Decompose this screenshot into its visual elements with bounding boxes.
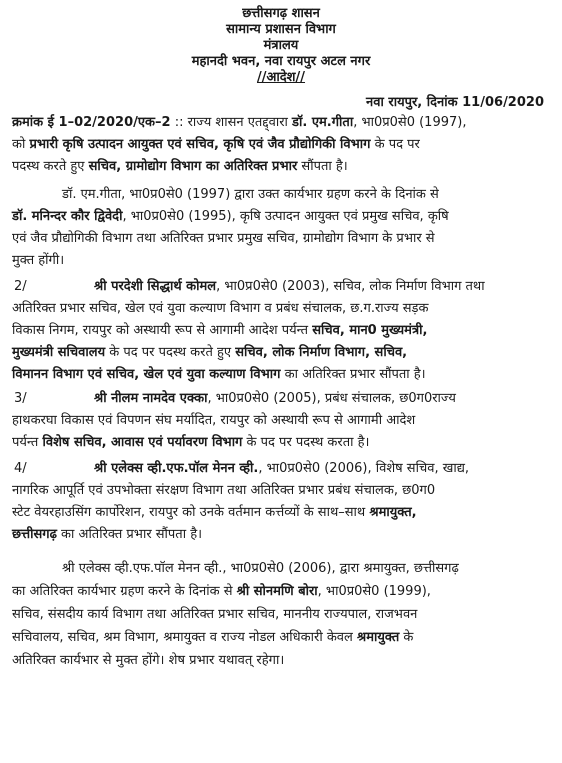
para2-number: 2/ <box>14 279 27 294</box>
para1b-line3: एवं जैव प्रौद्योगिकी विभाग तथा अतिरिक्त प्रभार प्रमुख सचिव, ग्रामोद्योग विभाग के प्रभार से <box>12 231 435 246</box>
header-ministry: मंत्रालय <box>263 38 299 53</box>
para4-number: 4/ <box>14 461 27 476</box>
para2-line5: विमानन विभाग एवं सचिव, खेल एवं युवा कल्याण विभाग का अतिरिक्त प्रभार सौंपता है। <box>12 367 426 382</box>
para4b-line4: सचिवालय, सचिव, श्रम विभाग, श्रमायुक्त व राज्य नोडल अधिकारी केवल श्रमायुक्त के <box>12 630 414 645</box>
para4-line1: श्री एलेक्स व्ही.एफ.पॉल मेनन व्ही., भा0प्र0से0 (2006), विशेष सचिव, खाद्य, <box>94 461 470 476</box>
para4-line4: छत्तीसगढ़ का अतिरिक्त प्रभार सौंपता है। <box>12 527 203 542</box>
order-title: //आदेश// <box>256 70 306 85</box>
header-department: सामान्य प्रशासन विभाग <box>226 22 336 37</box>
place-date: नवा रायपुर, दिनांक 11/06/2020 <box>366 95 544 110</box>
para4b-line3: सचिव, संसदीय कार्य विभाग तथा अतिरिक्त प्रभार सचिव, माननीय राज्यपाल, राजभवन <box>12 607 418 622</box>
para1b-line4: मुक्त होंगी। <box>12 253 65 268</box>
para4b-line2: का अतिरिक्त कार्यभार ग्रहण करने के दिनांक से श्री सोनमणि बोरा, भा0प्र0से0 (1999), <box>12 584 431 599</box>
order-number: क्रमांक ई 1–02/2020/एक–2 <box>12 115 171 130</box>
para2-line4: मुख्यमंत्री सचिवालय के पद पर पदस्थ करते हुए सचिव, लोक निर्माण विभाग, सचिव, <box>12 345 408 360</box>
header-state: छत्तीसगढ़ शासन <box>242 6 320 21</box>
para2-line2: अतिरिक्त प्रभार सचिव, खेल एवं युवा कल्याण विभाग व प्रबंध संचालक, छ.ग.राज्य सड़क <box>12 301 429 316</box>
officer-name: डॉ. एम.गीता <box>292 115 354 130</box>
para3-line2: हाथकरघा विकास एवं विपणन संघ मर्यादित, रायपुर को अस्थायी रूप से आगामी आदेश <box>12 413 416 428</box>
para4b-line5: अतिरिक्त कार्यभार से मुक्त होंगे। शेष प्रभार यथावत् रहेगा। <box>12 653 285 668</box>
para1b-line2: डॉ. मनिन्दर कौर द्विवेदी, भा0प्र0से0 (1995), कृषि उत्पादन आयुक्त एवं प्रमुख सचिव, कृषि <box>12 209 449 224</box>
para4b-line1: श्री एलेक्स व्ही.एफ.पॉल मेनन व्ही., भा0प्र0से0 (2006), द्वारा श्रमायुक्त, छत्तीसगढ़ <box>62 561 459 576</box>
para1b-line1: डॉ. एम.गीता, भा0प्र0से0 (1997) द्वारा उक्त कार्यभार ग्रहण करने के दिनांक से <box>62 187 439 202</box>
para1-line2: को प्रभारी कृषि उत्पादन आयुक्त एवं सचिव, कृषि एवं जैव प्रौद्योगिकी विभाग के पद पर <box>12 137 420 152</box>
para3-number: 3/ <box>14 391 27 406</box>
para3-line3: पर्यन्त विशेष सचिव, आवास एवं पर्यावरण विभाग के पद पर पदस्थ करता है। <box>12 435 370 450</box>
header-address: महानदी भवन, नवा रायपुर अटल नगर <box>191 54 371 69</box>
para2-line1: श्री परदेशी सिद्धार्थ कोमल, भा0प्र0से0 (2003), सचिव, लोक निर्माण विभाग तथा <box>94 279 485 294</box>
para3-line1: श्री नीलम नामदेव एक्का, भा0प्र0से0 (2005), प्रबंध संचालक, छ0ग0राज्य <box>94 391 456 406</box>
para4-line3: स्टेट वेयरहाउसिंग कार्पोरेशन, रायपुर को उनके वर्तमान कर्त्तव्यों के साथ–साथ श्रमायुक्त, <box>12 505 417 520</box>
para2-line3: विकास निगम, रायपुर को अस्थायी रूप से आगामी आदेश पर्यन्त सचिव, मान0 मुख्यमंत्री, <box>12 323 428 338</box>
para1-line1: क्रमांक ई 1–02/2020/एक–2 :: राज्य शासन एतद्द्वारा डॉ. एम.गीता, भा0प्र0से0 (1997), <box>12 115 467 130</box>
para4-line2: नागरिक आपूर्ति एवं उपभोक्ता संरक्षण विभाग तथा अतिरिक्त प्रभार प्रबंध संचालक, छ0ग0 <box>12 483 436 498</box>
para1-line3: पदस्थ करते हुए सचिव, ग्रामोद्योग विभाग का अतिरिक्त प्रभार सौंपता है। <box>12 159 348 174</box>
